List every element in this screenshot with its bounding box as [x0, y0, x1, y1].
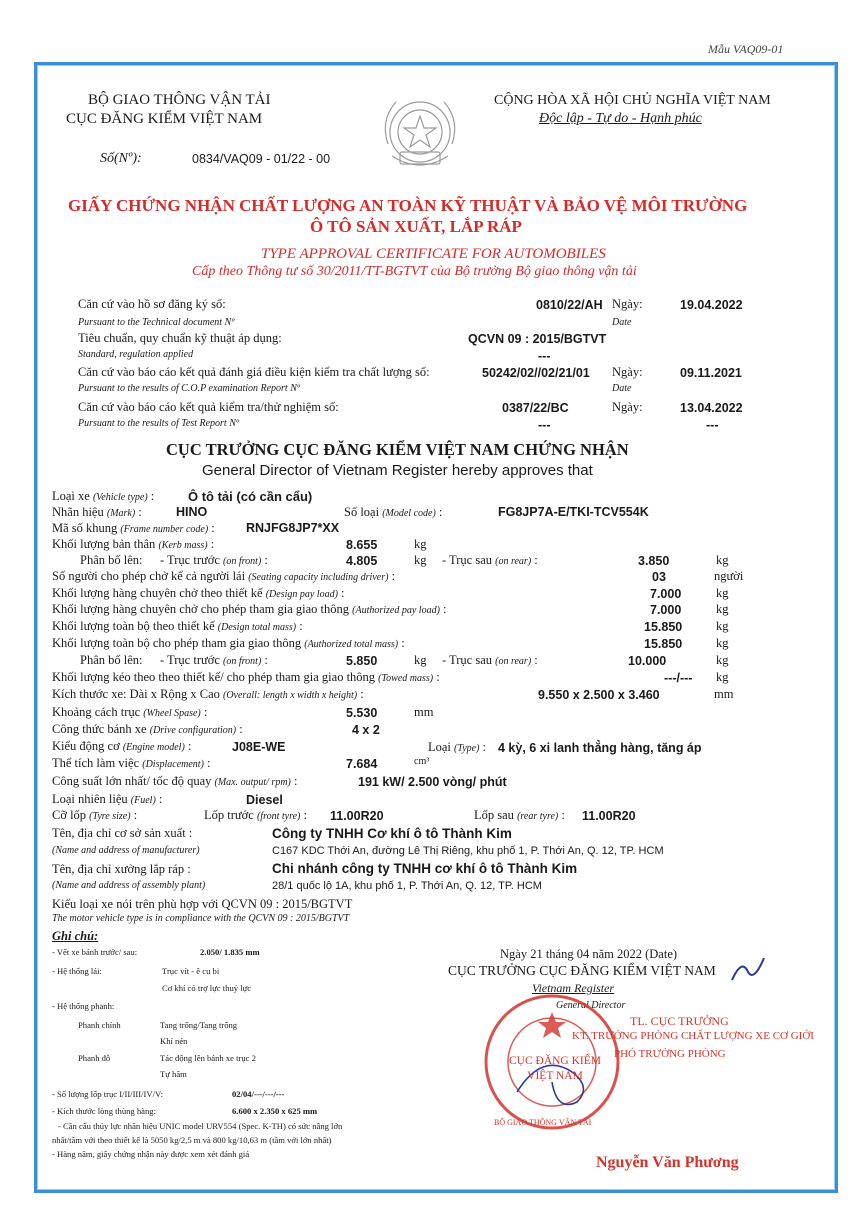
- number-label: Số(Nº):: [100, 151, 142, 166]
- sign-pp-3: PHÓ TRƯỞNG PHÒNG: [614, 1048, 726, 1060]
- stamp-center-text: CỤC ĐĂNG KIỂM VIỆT NAM: [509, 1055, 601, 1082]
- national-emblem: [366, 86, 474, 184]
- basis-1-date: 19.04.2022: [680, 298, 743, 312]
- engine-type-label: Loại (Type) :: [428, 740, 487, 754]
- note-brake-main-label: Phanh chính: [78, 1020, 121, 1030]
- towed-unit: kg: [716, 670, 729, 684]
- kerb-dist-label: Phân bố lên:: [80, 553, 143, 567]
- note-steering-2: Cơ khí có trợ lực thuỷ lực: [162, 983, 252, 993]
- dimensions-value: 9.550 x 2.500 x 3.460: [538, 688, 660, 702]
- kerb-front-label: - Trục trước (on front) :: [160, 553, 268, 567]
- fuel-value: Diesel: [246, 793, 283, 807]
- note-track-label: - Vết xe bánh trước/ sau:: [52, 947, 138, 957]
- note-brake-park-1: Tác động lên bánh xe trục 2: [160, 1053, 256, 1063]
- basis-3-value: 50242/02//02/21/01: [482, 366, 590, 380]
- tyre-rear-value: 11.00R20: [582, 809, 636, 823]
- note-brake-main-2: Khí nén: [160, 1036, 188, 1046]
- handwritten-signature: [728, 954, 768, 984]
- sign-pp-1: TL. CỤC TRƯỞNG: [630, 1014, 729, 1028]
- frame-label: Mã số khung (Frame number code) :: [52, 521, 215, 535]
- kerb-front-value: 4.805: [346, 554, 378, 568]
- design-payload-label: Khối lượng hàng chuyên chở theo thiết kế (Design pay load) :: [52, 586, 345, 600]
- engine-model-value: J08E-WE: [232, 740, 286, 754]
- note-brake-main-1: Tang trống/Tang trống: [160, 1020, 238, 1030]
- auth-payload-value: 7.000: [650, 603, 682, 617]
- basis-1-date-en: Date: [612, 317, 632, 328]
- drive-value: 4 x 2: [352, 723, 380, 737]
- note-year: - Hàng năm, giấy chứng nhận này được xem xét đánh giá: [52, 1149, 250, 1159]
- note-tyres-label: - Số lượng lốp trục I/II/III/IV/V:: [52, 1089, 163, 1099]
- basis-4-vi: Căn cứ vào báo cáo kết quả kiểm tra/thử nghiệm số:: [78, 400, 339, 414]
- basis-1-en: Pursuant to the Technical document Nº: [78, 317, 235, 328]
- basis-2-en: Standard, regulation applied: [78, 349, 194, 360]
- total-front-unit: kg: [414, 653, 427, 667]
- basis-2-value2: ---: [538, 349, 551, 363]
- issued-under: Cấp theo Thông tư số 30/2011/TT-BGTVT của Bộ trưởng Bộ giao thông vận tải: [192, 264, 637, 279]
- kerb-rear-value: 3.850: [638, 554, 670, 568]
- sign-title: CỤC TRƯỞNG CỤC ĐĂNG KIỂM VIỆT NAM: [448, 963, 716, 978]
- note-box-value: 6.600 x 2.350 x 625 mm: [232, 1106, 318, 1116]
- displacement-value: 7.684: [346, 757, 378, 771]
- kerb-label: Khối lượng bản thân (Kerb mass) :: [52, 537, 215, 551]
- note-crane-2: nhất/tầm với theo thiết kế là 5050 kg/2,5 m và 800 kg/10,63 m (tầm với lớn nhất): [52, 1135, 332, 1145]
- total-front-label: - Trục trước (on front) :: [160, 653, 268, 667]
- basis-3-date-label: Ngày:: [612, 365, 643, 379]
- basis-3-date: 09.11.2021: [680, 366, 742, 380]
- wheelbase-unit: mm: [414, 705, 434, 719]
- basis-3-vi: Căn cứ vào báo cáo kết quả đánh giá điều kiện kiểm tra chất lượng số:: [78, 365, 430, 379]
- manufacturer-label: Tên, địa chỉ cơ sở sản xuất :: [52, 826, 193, 840]
- power-label: Công suất lớn nhất/ tốc độ quay (Max. output/ rpm) :: [52, 774, 298, 788]
- kerb-value: 8.655: [346, 538, 378, 552]
- approval-heading: CỤC TRƯỞNG CỤC ĐĂNG KIỂM VIỆT NAM CHỨNG NHẬN: [166, 440, 629, 459]
- total-rear-label: - Trục sau (on rear) :: [442, 653, 538, 667]
- basis-4-value2: ---: [538, 418, 551, 432]
- tyre-rear-label: Lốp sau (rear tyre) :: [474, 808, 565, 822]
- kerb-rear-unit: kg: [716, 553, 729, 567]
- design-payload-unit: kg: [716, 586, 729, 600]
- basis-4-date: 13.04.2022: [680, 401, 743, 415]
- displacement-label: Thể tích làm việc (Displacement) :: [52, 756, 211, 770]
- kerb-rear-label: - Trục sau (on rear) :: [442, 553, 538, 567]
- towed-value: ---/---: [664, 671, 693, 685]
- total-front-value: 5.850: [346, 654, 378, 668]
- auth-total-value: 15.850: [644, 637, 683, 651]
- dimensions-unit: mm: [714, 687, 734, 701]
- basis-4-en: Pursuant to the results of Test Report Nº: [78, 418, 239, 429]
- number-value: 0834/VAQ09 - 01/22 - 00: [192, 152, 331, 166]
- note-brake-park-2: Tự hãm: [160, 1069, 187, 1079]
- mark-value: HINO: [176, 505, 208, 519]
- frame-value: RNJFG8JP7*XX: [246, 521, 340, 535]
- ministry-name: BỘ GIAO THÔNG VẬN TẢI: [88, 92, 271, 108]
- note-tyres-value: 02/04/---/---/---: [232, 1089, 285, 1099]
- basis-4-date2: ---: [706, 418, 719, 432]
- manufacturer-en: (Name and address of manufacturer): [52, 845, 200, 856]
- power-value: 191 kW/ 2.500 vòng/ phút: [358, 775, 507, 789]
- tyre-front-label: Lốp trước (front tyre) :: [204, 808, 307, 822]
- design-payload-value: 7.000: [650, 587, 682, 601]
- note-steering-label: - Hệ thống lái:: [52, 966, 102, 976]
- seating-label: Số người cho phép chở kể cả người lái (Seating capacity including driver) :: [52, 569, 396, 583]
- design-total-unit: kg: [716, 619, 729, 633]
- drive-label: Công thức bánh xe (Drive configuration) :: [52, 722, 243, 736]
- basis-1-date-label: Ngày:: [612, 297, 643, 311]
- model-label: Số loại (Model code) :: [344, 505, 443, 519]
- basis-1-value: 0810/22/AH: [536, 298, 603, 312]
- note-crane-1: - Cần cẩu thủy lực nhãn hiệu UNIC model URV554 (Spec. K-TH) có sức nâng lớn: [58, 1121, 343, 1131]
- engine-model-label: Kiểu động cơ (Engine model) :: [52, 739, 192, 753]
- basis-3-date-en: Date: [612, 383, 632, 394]
- basis-2-vi: Tiêu chuẩn, quy chuẩn kỹ thuật áp dụng:: [78, 331, 282, 345]
- model-value: FG8JP7A-E/TKI-TCV554K: [498, 505, 649, 519]
- auth-payload-label: Khối lượng hàng chuyên chở cho phép tham gia giao thông (Authorized pay load) :: [52, 602, 447, 616]
- kerb-unit: kg: [414, 537, 427, 551]
- notes-title: Ghi chú:: [52, 929, 99, 943]
- design-total-label: Khối lượng toàn bộ theo thiết kế (Design total mass) :: [52, 619, 303, 633]
- mark-label: Nhãn hiệu (Mark) :: [52, 505, 142, 519]
- auth-total-label: Khối lượng toàn bộ cho phép tham gia giao thông (Authorized total mass) :: [52, 636, 405, 650]
- total-dist-label: Phân bố lên:: [80, 653, 143, 667]
- displacement-unit: cm³: [414, 756, 430, 767]
- kerb-front-unit: kg: [414, 553, 427, 567]
- certificate-subtitle: Ô TÔ SẢN XUẤT, LẮP RÁP: [310, 217, 522, 236]
- auth-total-unit: kg: [716, 636, 729, 650]
- basis-4-value: 0387/22/BC: [502, 401, 569, 415]
- design-total-value: 15.850: [644, 620, 683, 634]
- note-steering-1: Trục vít - ê cu bi: [162, 966, 220, 976]
- compliance-vi: Kiểu loại xe nói trên phù hợp với QCVN 09 : 2015/BGTVT: [52, 897, 353, 911]
- basis-2-value: QCVN 09 : 2015/BGTVT: [468, 332, 607, 346]
- note-box-label: - Kích thước lòng thùng hàng:: [52, 1106, 156, 1116]
- sign-pp-2: KT. TRƯỞNG PHÒNG CHẤT LƯỢNG XE CƠ GIỚI: [572, 1030, 814, 1042]
- total-rear-value: 10.000: [628, 654, 667, 668]
- note-brake-park-label: Phanh đỗ: [78, 1053, 111, 1063]
- assembly-en: (Name and address of assembly plant): [52, 880, 206, 891]
- sign-date: Ngày 21 tháng 04 năm 2022 (Date): [500, 947, 678, 961]
- towed-label: Khối lượng kéo theo theo thiết kế/ cho phép tham gia giao thông (Towed mass) :: [52, 670, 440, 684]
- type-label: Loại xe (Vehicle type) :: [52, 489, 155, 503]
- note-brake-label: - Hệ thống phanh:: [52, 1001, 115, 1011]
- sign-title-en: Vietnam Register: [532, 981, 615, 995]
- basis-1-vi: Căn cứ vào hồ sơ đăng ký số:: [78, 297, 226, 311]
- sign-position-en: General Director: [556, 1000, 626, 1011]
- tyre-label: Cỡ lốp (Tyre size) :: [52, 808, 138, 822]
- tyre-front-value: 11.00R20: [330, 809, 384, 823]
- engine-type-value: 4 kỳ, 6 xi lanh thẳng hàng, tăng áp: [498, 741, 702, 755]
- fuel-label: Loại nhiên liệu (Fuel) :: [52, 792, 163, 806]
- agency-name: CỤC ĐĂNG KIỂM VIỆT NAM: [66, 111, 263, 127]
- auth-payload-unit: kg: [716, 602, 729, 616]
- total-rear-unit: kg: [716, 653, 729, 667]
- assembly-address: 28/1 quốc lộ 1A, khu phố 1, P. Thới An, Q. 12, TP. HCM: [272, 880, 542, 892]
- compliance-en: The motor vehicle type is in compliance with the QCVN 09 : 2015/BGTVT: [52, 913, 350, 924]
- wheelbase-label: Khoảng cách trục (Wheel Spase) :: [52, 705, 208, 719]
- manufacturer-name: Công ty TNHH Cơ khí ô tô Thành Kim: [272, 826, 512, 841]
- signer-name: Nguyễn Văn Phương: [596, 1154, 739, 1171]
- manufacturer-address: C167 KDC Thới An, đường Lê Thị Riêng, khu phố 1, P. Thới An, Q. 12, TP. HCM: [272, 845, 664, 857]
- form-code: Mẫu VAQ09-01: [708, 42, 784, 56]
- assembly-name: Chi nhánh công ty TNHH cơ khí ô tô Thành Kim: [272, 861, 578, 876]
- republic-name: CỘNG HÒA XÃ HỘI CHỦ NGHĨA VIỆT NAM: [494, 93, 771, 108]
- motto: Độc lập - Tự do - Hạnh phúc: [539, 111, 702, 126]
- seating-value: 03: [652, 570, 666, 584]
- basis-3-en: Pursuant to the results of C.O.P examination Report Nº: [78, 383, 300, 394]
- wheelbase-value: 5.530: [346, 706, 378, 720]
- note-track-value: 2.050/ 1.835 mm: [200, 947, 260, 957]
- dimensions-label: Kích thước xe: Dài x Rộng x Cao (Overall: length x width x height) :: [52, 687, 364, 701]
- assembly-label: Tên, địa chỉ xưởng lắp ráp :: [52, 862, 191, 876]
- approval-english: General Director of Vietnam Register hereby approves that: [202, 462, 593, 479]
- certificate-title: GIẤY CHỨNG NHẬN CHẤT LƯỢNG AN TOÀN KỸ THUẬT VÀ BẢO VỆ MÔI TRƯỜNG: [68, 196, 748, 215]
- basis-4-date-label: Ngày:: [612, 400, 643, 414]
- seating-unit: người: [714, 569, 744, 583]
- stamp-ring-text: BỘ GIAO THÔNG VẬN TẢI: [494, 1118, 592, 1127]
- english-title: TYPE APPROVAL CERTIFICATE FOR AUTOMOBILES: [261, 246, 606, 262]
- type-value: Ô tô tải (có cần cẩu): [188, 489, 313, 504]
